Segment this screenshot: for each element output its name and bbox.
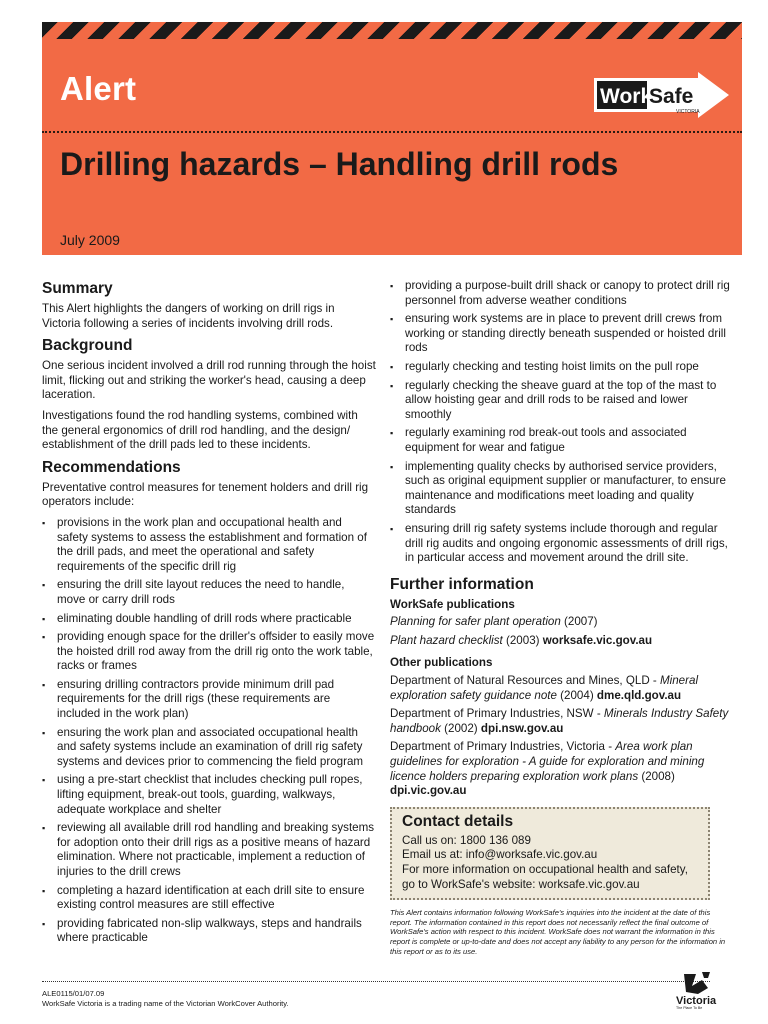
- alert-label: Alert: [60, 70, 137, 107]
- contact-details-box: [390, 807, 710, 900]
- list-item: ▪ providing a purpose-built drill shack or canopy to protect drill rig personnel from adverse weather conditions: [390, 279, 730, 308]
- publication-link[interactable]: worksafe.vic.gov.au: [542, 633, 653, 647]
- list-item: ▪ providing enough space for the driller's offsider to easily move the hoisted drill rod away from the drill rig onto the work table, racks or frames: [42, 630, 376, 674]
- other-publications-heading: Other publications: [390, 656, 493, 670]
- list-item: ▪ providing fabricated non-slip walkways, steps and handrails where practicable: [42, 917, 376, 946]
- banner-divider: [42, 131, 742, 133]
- contact-phone: Call us on: 1800 136 089: [402, 833, 531, 847]
- list-item: ▪ using a pre-start checklist that includes checking pull ropes, lifting equipment, break-out tools, guarding, walkways, adequate workplace and shelter: [42, 773, 376, 817]
- publication-item: [390, 615, 730, 630]
- list-item: ▪ provisions in the work plan and occupational health and safety systems to assess the establishment and formation of the drill pads, and meet the operational and safety requirements of the specific drill rig: [42, 516, 376, 574]
- worksafe-publications-heading: WorkSafe publications: [390, 597, 515, 611]
- publication-dept: Department of Primary Industries, NSW -: [390, 707, 604, 721]
- list-item: ▪ eliminating double handling of drill rods where practicable: [42, 612, 376, 627]
- background-heading: Background: [42, 337, 133, 355]
- background-paragraph-1: One serious incident involved a drill rod running through the hoist limit, flicking out and striking the worker's head, causing a deep laceration.: [42, 359, 376, 402]
- publication-item: [390, 740, 730, 798]
- further-info-heading: Further information: [390, 575, 534, 593]
- publication-dept: Department of Primary Industries, Victoria -: [390, 740, 616, 754]
- publication-link[interactable]: dpi.vic.gov.au: [390, 784, 467, 798]
- footer-divider: [42, 981, 710, 982]
- recommendations-intro: Preventative control measures for tenement holders and drill rig operators include:: [42, 480, 369, 509]
- publication-dept: Department of Natural Resources and Mines, QLD -: [390, 674, 660, 688]
- hazard-stripe: [42, 22, 742, 39]
- background-paragraph-2: Investigations found the rod handling systems, combined with the general ergonomics of drill rod handling, and the design/ establishment of the drill pads led to these incidents.: [42, 408, 358, 452]
- summary-heading: Summary: [42, 280, 113, 297]
- list-item: ▪ regularly examining rod break-out tools and associated equipment for wear and fatigue: [390, 426, 730, 455]
- list-item: ▪ ensuring the work plan and associated occupational health and safety systems include an examination of drill rig safety systems and devices prior to commencing the field program: [42, 726, 376, 770]
- list-item: ▪ ensuring work systems are in place to prevent drill crews from working or standing directly beneath suspended or hoisted drill rods: [390, 312, 730, 356]
- list-item: ▪ regularly checking and testing hoist limits on the pull rope: [390, 360, 730, 375]
- recommendations-heading: Recommendations: [42, 458, 181, 476]
- logo-work-text: Work: [600, 85, 653, 108]
- trading-name-note: WorkSafe Victoria is a trading name of the Victorian WorkCover Authority.: [42, 999, 289, 1008]
- publication-date: July 2009: [60, 232, 120, 248]
- summary-text: This Alert highlights the dangers of working on drill rigs in Victoria following a series of incidents involving drill rods.: [42, 302, 335, 330]
- left-column: [42, 280, 376, 950]
- publication-link[interactable]: dpi.nsw.gov.au: [480, 721, 564, 735]
- worksafe-logo: [594, 72, 729, 118]
- publication-year: (2008): [638, 769, 675, 783]
- list-item: ▪ ensuring the drill site layout reduces the need to handle, move or carry drill rods: [42, 578, 376, 607]
- footer: [42, 989, 289, 1009]
- publication-item: [390, 674, 730, 703]
- list-item: ▪ implementing quality checks by authorised service providers, such as original equipment supplier or manufacturer, to ensure maintenance and modifications meet loading and quality standards: [390, 460, 730, 518]
- logo-sub-text: VICTORIA: [676, 109, 700, 115]
- publication-year: (2002): [440, 721, 481, 735]
- publication-year: (2003): [502, 633, 543, 647]
- publication-item: [390, 707, 730, 736]
- publication-item: [390, 634, 730, 649]
- publication-year: (2007): [560, 615, 598, 629]
- recommendations-list: [42, 516, 376, 946]
- publication-year: (2004): [556, 688, 597, 702]
- list-item: ▪ ensuring drill rig safety systems include thorough and regular drill rig audits and ongoing ergonomic assessments of drill rigs, in particular access and movement around the drill site.: [390, 522, 730, 566]
- page-title: Drilling hazards – Handling drill rods: [60, 146, 619, 182]
- publication-title: Area work plan guidelines for exploration - A guide for exploration and mining licence holders preparing exploration work plans: [390, 740, 705, 783]
- publication-title: Minerals Industry Safety handbook: [390, 707, 729, 735]
- list-item: ▪ completing a hazard identification at each drill site to ensure existing control measures are still effective: [42, 884, 376, 913]
- list-item: ▪ reviewing all available drill rod handling and breaking systems for adoption onto their drill rigs as a positive means of hazard elimination. Where not practicable, implement a reduction of injuries to the drill crews: [42, 821, 376, 879]
- document-code: ALE0115/01/07.09: [42, 989, 105, 998]
- disclaimer-text: This Alert contains information following WorkSafe's inquiries into the incident at the date of this report. The information contained in this report does not necessarily reflect the final outcome of WorkSafe's action with respect to this incident. WorkSafe does not warrant the information in this report is complete or up-to-date and does not accept any liability to any person for the information in this report or as to its use.: [390, 908, 726, 956]
- alert-banner: [42, 22, 742, 255]
- publication-title: Mineral exploration safety guidance note: [390, 674, 699, 702]
- logo-safe-text: Safe: [649, 85, 694, 108]
- recommendations-list-continued: [390, 279, 730, 566]
- contact-website: For more information on occupational health and safety, go to WorkSafe's website: worksafe.vic.gov.au: [402, 863, 688, 891]
- contact-heading: Contact details: [402, 812, 514, 830]
- victoria-logo-text: Victoria: [676, 995, 717, 1007]
- list-item: ▪ regularly checking the sheave guard at the top of the mast to allow hoisting gear and drill rods to be raised and lower smoothly: [390, 379, 730, 423]
- list-item: ▪ ensuring drilling contractors provide minimum drill pad requirements for the drill rigs (these requirements are included in the work plan): [42, 678, 376, 722]
- publication-title: Planning for safer plant operation: [390, 615, 561, 629]
- contact-email[interactable]: Email us at: info@worksafe.vic.gov.au: [402, 848, 598, 862]
- right-column: [390, 279, 730, 956]
- victoria-logo: [674, 970, 724, 1010]
- victoria-logo-sub: The Place To Be: [676, 1006, 703, 1010]
- publication-title: Plant hazard checklist: [390, 633, 503, 647]
- publication-link[interactable]: dme.qld.gov.au: [596, 688, 682, 702]
